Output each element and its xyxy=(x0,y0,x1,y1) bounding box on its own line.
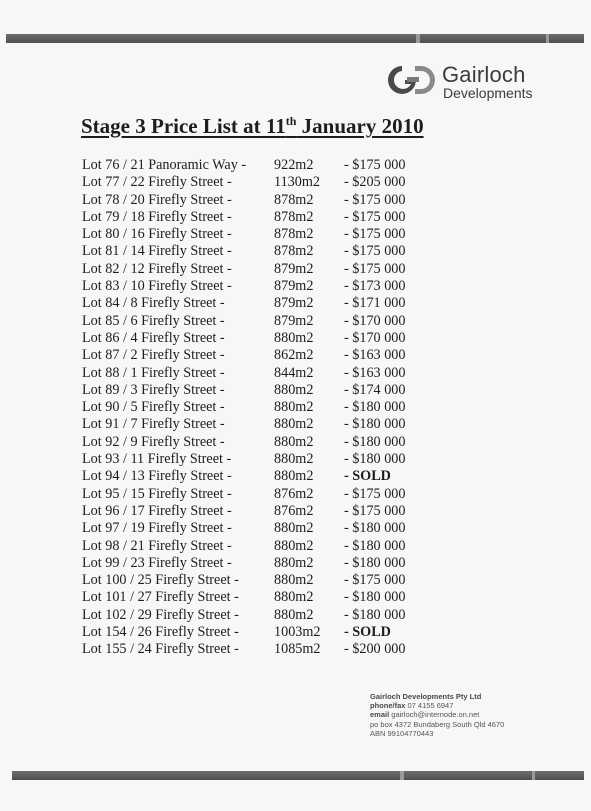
lot-area: 880m2 xyxy=(274,381,314,398)
lot-area: 876m2 xyxy=(274,502,314,519)
lot-price: - $180 000 xyxy=(344,399,406,416)
company-logo xyxy=(385,60,555,104)
lot-area: 880m2 xyxy=(274,589,314,606)
lot-address: Lot 80 / 16 Firefly Street - xyxy=(82,226,232,243)
lot-area: 880m2 xyxy=(274,433,314,450)
footer-email-line xyxy=(370,710,504,719)
lot-price: - $180 000 xyxy=(344,416,406,433)
lot-area: 879m2 xyxy=(274,312,314,329)
bottom-rule xyxy=(12,771,584,780)
footer-contact xyxy=(370,692,504,738)
title-superscript: th xyxy=(285,114,297,128)
lot-address: Lot 154 / 26 Firefly Street - xyxy=(82,624,239,641)
lot-area: 880m2 xyxy=(274,451,314,468)
footer-address: po box 4372 Bundaberg South Qld 4670 xyxy=(370,719,505,729)
lot-area: 880m2 xyxy=(274,468,314,485)
lot-area: 880m2 xyxy=(274,329,314,346)
lot-price: - $175 000 xyxy=(344,502,406,519)
footer-phone: 07 4155 6947 xyxy=(405,701,454,711)
lot-area: 878m2 xyxy=(274,243,314,260)
lot-price: - $175 000 xyxy=(344,191,406,208)
lot-address: Lot 87 / 2 Firefly Street - xyxy=(82,347,225,364)
footer-phone-line xyxy=(370,701,504,710)
lot-address: Lot 82 / 12 Firefly Street - xyxy=(82,260,232,277)
lot-price: - $175 000 xyxy=(344,226,406,243)
lot-area: 1003m2 xyxy=(274,624,321,641)
lot-address: Lot 77 / 22 Firefly Street - xyxy=(82,174,232,191)
lot-area: 862m2 xyxy=(274,347,314,364)
top-rule xyxy=(6,34,584,43)
lot-area: 880m2 xyxy=(274,554,314,571)
lot-area: 880m2 xyxy=(274,520,314,537)
rule-segment xyxy=(416,34,420,43)
lot-address: Lot 99 / 23 Firefly Street - xyxy=(82,554,232,571)
lot-area: 880m2 xyxy=(274,399,314,416)
lot-address: Lot 85 / 6 Firefly Street - xyxy=(82,312,225,329)
lot-price: - $180 000 xyxy=(344,451,406,468)
lot-address: Lot 83 / 10 Firefly Street - xyxy=(82,278,232,295)
lot-address: Lot 76 / 21 Panoramic Way - xyxy=(82,157,247,173)
lot-address: Lot 98 / 21 Firefly Street - xyxy=(82,537,232,554)
lot-price: - $180 000 xyxy=(344,589,406,606)
lot-price: - $180 000 xyxy=(344,537,406,554)
lot-area: 878m2 xyxy=(274,226,314,243)
lot-address: Lot 101 / 27 Firefly Street - xyxy=(82,589,239,606)
title-main: Stage 3 Price List at 11 xyxy=(81,114,286,138)
lot-address: Lot 97 / 19 Firefly Street - xyxy=(82,520,232,537)
lot-price: - $180 000 xyxy=(344,520,406,537)
lot-price: - SOLD xyxy=(344,468,391,485)
lot-area: 879m2 xyxy=(274,295,314,312)
gd-monogram-icon xyxy=(385,62,437,98)
lot-price: - $180 000 xyxy=(344,433,406,450)
lot-price: - $175 000 xyxy=(344,157,406,173)
lot-price: - $170 000 xyxy=(344,312,406,329)
lot-price: - SOLD xyxy=(344,624,391,641)
lot-area: 880m2 xyxy=(274,537,314,554)
lot-address: Lot 100 / 25 Firefly Street - xyxy=(82,572,239,589)
lot-area: 876m2 xyxy=(274,485,314,502)
lot-price: - $163 000 xyxy=(344,364,406,381)
lot-address: Lot 78 / 20 Firefly Street - xyxy=(82,191,232,208)
lot-price: - $175 000 xyxy=(344,243,406,260)
lot-price: - $175 000 xyxy=(344,485,406,502)
lot-price: - $175 000 xyxy=(344,260,406,277)
lot-area: 1130m2 xyxy=(274,174,320,191)
lot-price: - $205 000 xyxy=(344,174,406,191)
lot-address: Lot 94 / 13 Firefly Street - xyxy=(82,468,232,485)
rule-segment xyxy=(532,771,535,780)
lot-area: 880m2 xyxy=(274,416,314,433)
lot-price: - $180 000 xyxy=(344,554,406,571)
lot-address: Lot 93 / 11 Firefly Street - xyxy=(82,451,232,468)
lot-address: Lot 79 / 18 Firefly Street - xyxy=(82,208,232,225)
lot-price: - $175 000 xyxy=(344,572,406,589)
footer-email-label: email xyxy=(370,710,390,720)
lot-price: - $170 000 xyxy=(344,329,406,346)
rule-segment xyxy=(546,34,549,43)
logo-name: Gairloch xyxy=(442,62,526,87)
logo-subtitle: Developments xyxy=(443,85,533,101)
lot-area: 879m2 xyxy=(274,260,314,277)
page-title xyxy=(81,114,424,139)
lot-price: - $200 000 xyxy=(344,641,406,658)
rule-segment xyxy=(400,771,404,780)
lot-address: Lot 91 / 7 Firefly Street - xyxy=(82,416,225,433)
lot-price: - $180 000 xyxy=(344,606,406,623)
lot-area: 878m2 xyxy=(274,208,314,225)
lot-area: 880m2 xyxy=(274,606,314,623)
lot-price: - $174 000 xyxy=(344,381,406,398)
lot-address: Lot 86 / 4 Firefly Street - xyxy=(82,329,225,346)
lot-address: Lot 88 / 1 Firefly Street - xyxy=(82,364,225,381)
lot-address: Lot 95 / 15 Firefly Street - xyxy=(82,485,232,502)
lot-area: 878m2 xyxy=(274,191,314,208)
lot-address: Lot 81 / 14 Firefly Street - xyxy=(82,243,232,260)
lot-address: Lot 155 / 24 Firefly Street - xyxy=(82,641,239,658)
footer-email: gairloch@internode.on.net xyxy=(389,710,480,720)
lot-area: 844m2 xyxy=(274,364,314,381)
title-date: January 2010 xyxy=(296,114,424,138)
lot-address: Lot 102 / 29 Firefly Street - xyxy=(82,606,239,623)
lot-address: Lot 84 / 8 Firefly Street - xyxy=(82,295,225,312)
footer-abn: ABN 99104770443 xyxy=(370,728,434,738)
footer-phone-label: phone/fax xyxy=(370,701,406,711)
lot-area: 880m2 xyxy=(274,572,314,589)
lot-price: - $171 000 xyxy=(344,295,406,312)
lot-address: Lot 89 / 3 Firefly Street - xyxy=(82,381,225,398)
lot-address: Lot 90 / 5 Firefly Street - xyxy=(82,399,225,416)
lot-area: 922m2 xyxy=(274,157,314,173)
lot-price: - $163 000 xyxy=(344,347,406,364)
lot-address: Lot 92 / 9 Firefly Street - xyxy=(82,433,225,450)
lot-price: - $175 000 xyxy=(344,208,406,225)
lot-area: 879m2 xyxy=(274,278,314,295)
lot-area: 1085m2 xyxy=(274,641,321,658)
lot-address: Lot 96 / 17 Firefly Street - xyxy=(82,502,232,519)
lot-price: - $173 000 xyxy=(344,278,406,295)
footer-company: Gairloch Developments Pty Ltd xyxy=(370,692,482,701)
